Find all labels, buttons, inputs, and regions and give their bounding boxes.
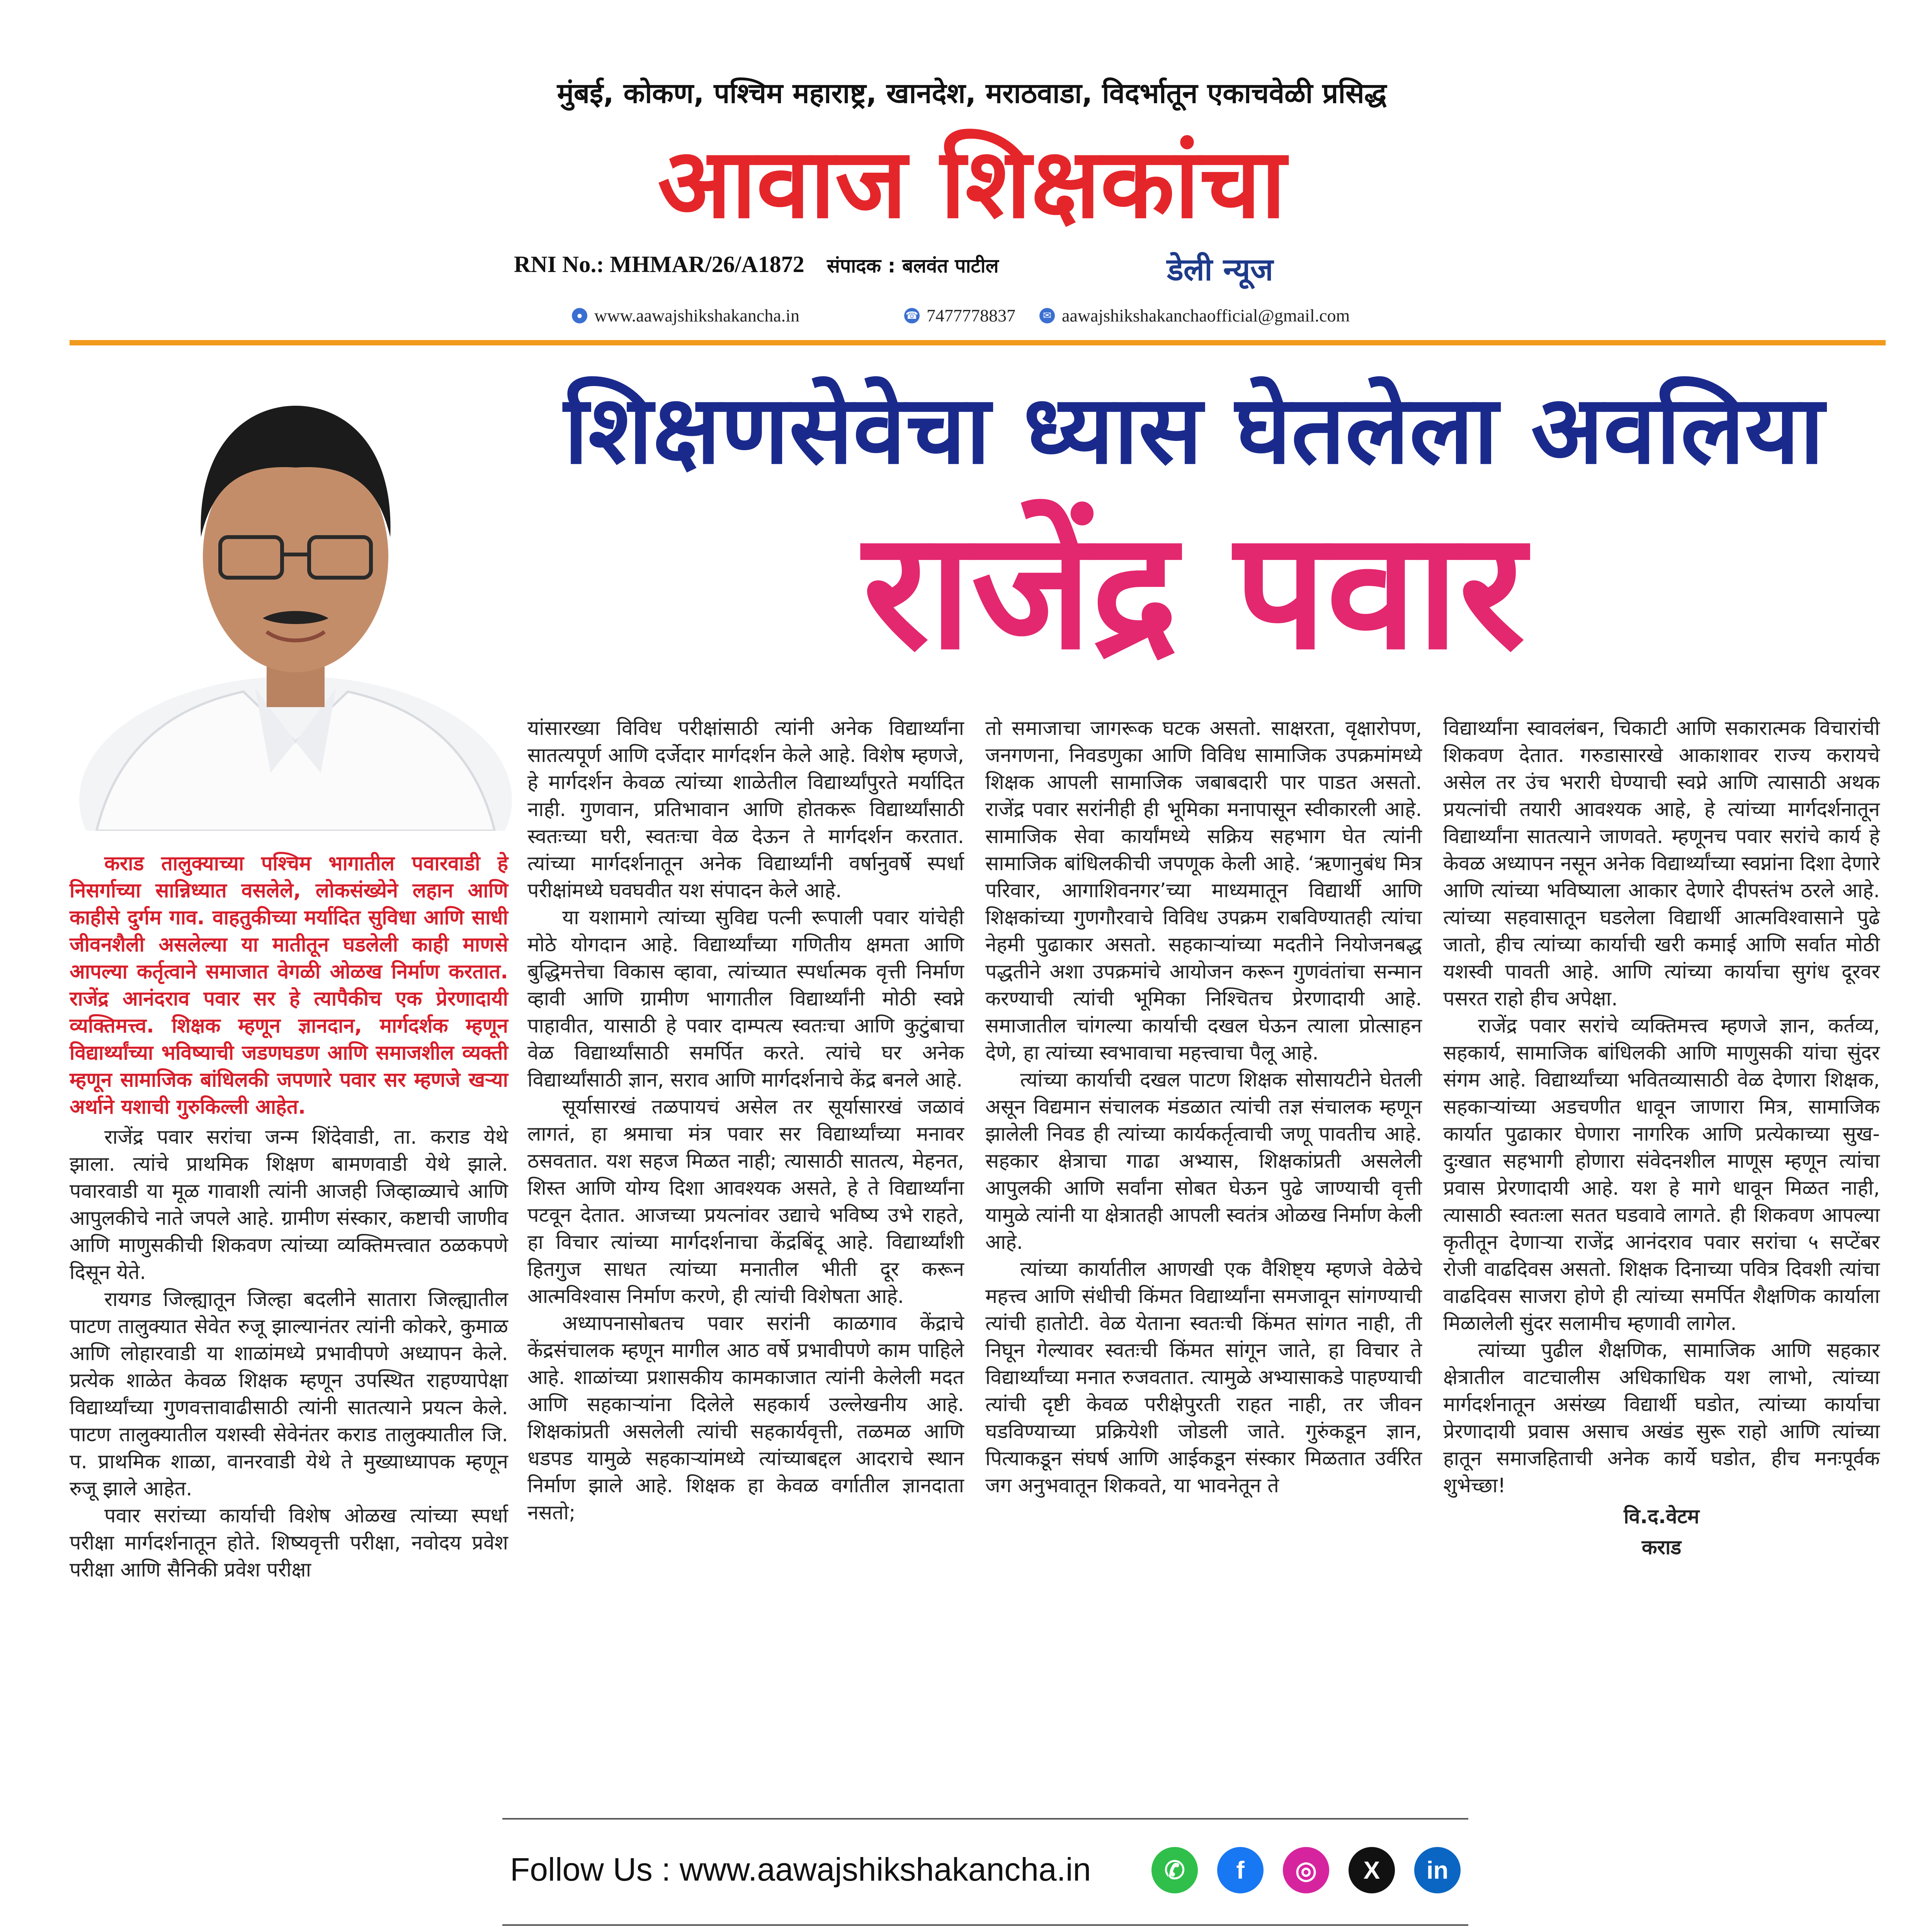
paragraph: पवार सरांच्या कार्याची विशेष ओळख त्यांच्या स्पर्धा परीक्षा मार्गदर्शनातून होते. शिष्यवृत्ती परीक्षा, नवोदय प्रवेश परीक्षा आणि सैनिकी प्रवेश परीक्षा (70, 1504, 508, 1582)
email-contact[interactable] (1039, 305, 1350, 326)
article-column-2 (527, 715, 964, 1526)
website-contact[interactable] (572, 305, 799, 326)
paragraph: त्यांच्या पुढील शैक्षणिक, सामाजिक आणि सहकार क्षेत्रातील वाटचालीस अधिकाधिक यश लाभो, त्यांच्या मार्गदर्शनातून असंख्य विद्यार्थी घडोत, त्यांच्या कार्याचा प्रेरणादायी प्रवास असाच अखंड सुरू राहो आणि त्यांच्या हातून समाजहिताची अनेक कार्ये घडोत, हीच मनःपूर्वक शुभेच्छा! (1443, 1339, 1880, 1497)
lead-paragraph: कराड तालुक्याच्या पश्चिम भागातील पवारवाडी हे निसर्गाच्या सान्निध्यात वसलेले, लोकसंख्येने लहान आणि काहीसे दुर्गम गाव. वाहतुकीच्या मर्यादित सुविधा आणि साधी जीवनशैली असलेल्या या मातीतून घडलेली काही माणसे आपल्या कर्तृत्वाने समाजात वेगळी ओळख निर्माण करतात. राजेंद्र आनंदराव पवार सर हे त्यापैकीच एक प्रेरणादायी व्यक्तिमत्त्व. शिक्षक म्हणून ज्ञानदान, मार्गदर्शक म्हणून विद्यार्थ्यांच्या भविष्याची जडणघडण आणि समाजशील व्यक्ती म्हणून सामाजिक बांधिलकी जपणारे पवार सर म्हणजे खऱ्या अर्थाने यशाची गुरुकिल्ली आहेत. (70, 852, 508, 1119)
paragraph: अध्यापनासोबतच पवार सरांनी काळगाव केंद्राचे केंद्रसंचालक म्हणून मागील आठ वर्षे प्रभावीपणे काम पाहिले आहे. शाळांच्या प्रशासकीय कामकाजात त्यांनी केलेली मदत आणि सहकाऱ्यांना दिलेले सहकार्य उल्लेखनीय आहे. शिक्षकांप्रती असलेली त्यांची सहकार्यवृत्ती, तळमळ आणि धडपड यामुळे सहकाऱ्यांमध्ये त्यांच्याबद्दल आदराचे स्थान निर्माण झाले आहे. शिक्षक हा केवळ वर्गातील ज्ञानदाता नसतो; (527, 1312, 964, 1524)
follow-us-link[interactable]: Follow Us : www.aawajshikshakancha.in (510, 1851, 1091, 1888)
header-divider (70, 340, 1886, 345)
paragraph: राजेंद्र पवार सरांचे व्यक्तिमत्त्व म्हणजे ज्ञान, कर्तव्य, सहकार्य, सामाजिक बांधिलकी आणि माणुसकी यांचा सुंदर संगम आहे. विद्यार्थ्यांच्या भवितव्यासाठी वेळ देणारा शिक्षक, सहकाऱ्यांच्या अडचणीत धावून जाणारा मित्र, सामाजिक कार्यात पुढाकार घेणारा नागरिक आणि प्रत्येकाच्या सुख-दुःखात सहभागी होणारा संवेदनशील माणूस म्हणून त्यांचा प्रवास प्रेरणादायी आहे. यश हे मागे धावून मिळत नाही, त्यासाठी स्वतःला सतत घडवावे लागते. ही शिकवण आपल्या कृतीतून देणाऱ्या राजेंद्र आनंदराव पवार सरांचा ५ सप्टेंबर रोजी वाढदिवस असतो. शिक्षक दिनाच्या पवित्र दिवशी त्यांचा वाढदिवस साजरा होणे ही त्यांच्या समर्पित शैक्षणिक कार्याला मिळालेली सुंदर सलामीच म्हणावी लागेल. (1443, 1014, 1880, 1335)
linkedin-icon[interactable]: in (1414, 1847, 1461, 1893)
paragraph: विद्यार्थ्यांना स्वावलंबन, चिकाटी आणि सकारात्मक विचारांची शिकवण देतात. गरुडासारखे आकाशावर राज्य करायचे असेल तर उंच भरारी घेण्याची स्वप्ने आणि त्यासाठी अथक प्रयत्नांची तयारी आवश्यक आहे, हे त्यांच्या मार्गदर्शनातून विद्यार्थ्यांना सातत्याने जाणवते. म्हणूनच पवार सरांचे कार्य हे केवळ अध्यापन नसून अनेक विद्यार्थ्यांच्या स्वप्नांना दिशा देणारे आणि त्यांच्या भविष्याला आकार देणारे दीपस्तंभ ठरले आहे. त्यांच्या सहवासातून घडलेला विद्यार्थी आत्मविश्वासाने पुढे जातो, हीच त्यांच्या कार्याची खरी कमाई आणि सर्वात मोठी यशस्वी पावती आहे. आणि त्यांच्या कार्याचा सुगंध दूरवर पसरत राहो हीच अपेक्षा. (1443, 717, 1880, 1010)
email-icon: ✉ (1039, 308, 1055, 323)
footer-divider-top (502, 1818, 1468, 1820)
daily-news-label: डेली न्यूज (1167, 252, 1273, 287)
article-column-3 (985, 715, 1422, 1499)
article-column-1 (70, 850, 508, 1583)
signature-place: कराड (1641, 1536, 1682, 1559)
facebook-icon[interactable]: f (1217, 1847, 1264, 1893)
whatsapp-icon[interactable]: ✆ (1151, 1847, 1198, 1893)
footer-divider-bottom (502, 1924, 1468, 1926)
tagline: मुंबई, कोकण, पश्चिम महाराष्ट्र, खानदेश, मराठवाडा, विदर्भातून एकाचवेळी प्रसिद्ध (557, 77, 1387, 109)
portrait-photo (73, 355, 518, 831)
paragraph: त्यांच्या कार्यातील आणखी एक वैशिष्ट्य म्हणजे वेळेचे महत्त्व आणि संधीची किंमत विद्यार्थ्यांना समजावून सांगण्याची त्यांची हातोटी. वेळ येताना स्वतःची किंमत सांगत नाही, ती निघून गेल्यावर स्वतःची किंमत सांगून जाते, हा विचार ते विद्यार्थ्यांच्या मनात रुजवतात. त्यामुळे अभ्यासाकडे पाहण्याची त्यांची दृष्टी केवळ परीक्षेपुरती राहत नाही, तर जीवन घडविण्याच्या प्रक्रियेशी जोडली जाते. गुरुंकडून ज्ञान, पित्याकडून संघर्ष आणि आईकडून संस्कार मिळतात उर्वरित जग अनुभवातून शिकवते, या भावनेतून ते (985, 1258, 1422, 1497)
phone-text: 7477778837 (927, 306, 1015, 325)
paragraph: रायगड जिल्ह्यातून जिल्हा बदलीने सातारा जिल्ह्यातील पाटण तालुक्यात सेवेत रुजू झाल्यानंतर त्यांनी कोकरे, कुमाळ आणि लोहारवाडी या शाळांमध्ये प्रभावीपणे अध्यापन केले. प्रत्येक शाळेत केवळ शिक्षक म्हणून उपस्थित राहण्यापेक्षा विद्यार्थ्यांच्या गुणवत्तावाढीसाठी त्यांनी सातत्याने प्रयत्न केले. पाटण तालुक्यातील यशस्वी सेवेनंतर कराड तालुक्यातील जि. प. प्राथमिक शाळा, वानरवाडी येथे ते मुख्याध्यापक म्हणून रुजू झाले आहेत. (70, 1288, 508, 1500)
paragraph: राजेंद्र पवार सरांचा जन्म शिंदेवाडी, ता. कराड येथे झाला. त्यांचे प्राथमिक शिक्षण बामणवाडी येथे झाले. पवारवाडी या मूळ गावाशी त्यांनी आजही जिव्हाळ्याचे आणि आपुलकीचे नाते जपले आहे. ग्रामीण संस्कार, कष्टाची जाणीव आणि माणुसकीची शिकवण त्यांच्या व्यक्तिमत्त्वात ठळकपणे दिसून येते. (70, 1126, 508, 1284)
paragraph: त्यांच्या कार्याची दखल पाटण शिक्षक सोसायटीने घेतली असून विद्यमान संचालक मंडळात त्यांची तज्ञ संचालक म्हणून झालेली निवड ही त्यांच्या कार्यकर्तृत्वाची जणू पावतीच आहे. सहकार क्षेत्राचा गाढा अभ्यास, शिक्षकांप्रती असलेली आपुलकी आणि सर्वांना सोबत घेऊन पुढे जाण्याची वृत्ती यामुळे त्यांनी या क्षेत्रातही आपली स्वतंत्र ओळख निर्माण केली आहे. (985, 1068, 1422, 1254)
paragraph: या यशामागे त्यांच्या सुविद्य पत्नी रूपाली पवार यांचेही मोठे योगदान आहे. विद्यार्थ्यांच्या गणितीय क्षमता आणि बुद्धिमत्तेचा विकास व्हावा, त्यांच्यात स्पर्धात्मक वृत्ती निर्माण व्हावी आणि ग्रामीण भागातील विद्यार्थ्यांनी मोठी स्वप्ने पाहावीत, यासाठी हे पवार दाम्पत्य स्वतःचा आणि कुटुंबाचा वेळ विद्यार्थ्यांसाठी समर्पित करते. त्यांचे घर अनेक विद्यार्थ्यांसाठी ज्ञान, सराव आणि मार्गदर्शनाचे केंद्र बनले आहे. (527, 906, 964, 1092)
email-text: aawajshikshakanchaofficial@gmail.com (1062, 306, 1350, 325)
x-icon[interactable]: X (1349, 1847, 1395, 1893)
rni-number: RNI No.: MHMAR/26/A1872 (514, 252, 804, 277)
subject-name: राजेंद्र पवार (862, 497, 1526, 685)
article-column-4 (1443, 715, 1880, 1561)
phone-icon: ☎ (904, 308, 920, 323)
phone-contact[interactable] (904, 305, 1015, 326)
signature-name: वि.द.वेटम (1624, 1505, 1699, 1528)
paragraph: सूर्यासारखं तळपायचं असेल तर सूर्यासारखं जळावं लागतं, हा श्रमाचा मंत्र पवार सर विद्यार्थ्यांच्या मनावर ठसवतात. यश सहज मिळत नाही; त्यासाठी सातत्य, मेहनत, शिस्त आणि योग्य दिशा आवश्यक असते, हे ते विद्यार्थ्यांना पटवून देतात. आजच्या प्रयत्नांवर उद्याचे भविष्य उभे राहते, हा विचार त्यांच्या मार्गदर्शनाचा केंद्रबिंदू आहे. विद्यार्थ्यांशी हितगुज साधत त्यांच्या मनातील भीती दूर करून आत्मविश्वास निर्माण करणे, ही त्यांची विशेषता आहे. (527, 1095, 964, 1308)
website-text: www.aawajshikshakancha.in (594, 306, 799, 325)
masthead-title: आवाज शिक्षकांचा (657, 127, 1286, 240)
paragraph: यांसारख्या विविध परीक्षांसाठी त्यांनी अनेक विद्यार्थ्यांना सातत्यपूर्ण आणि दर्जेदार मार्गदर्शन केले आहे. विशेष म्हणजे, हे मार्गदर्शन केवळ त्यांच्या शाळेतील विद्यार्थ्यांपुरते मर्यादित नाही. गुणवान, प्रतिभावान आणि होतकरू विद्यार्थ्यांसाठी स्वतःच्या घरी, स्वतःचा वेळ देऊन ते मार्गदर्शन करतात. त्यांच्या मार्गदर्शनातून अनेक विद्यार्थ्यांनी वर्षानुवर्षे स्पर्धा परीक्षांमध्ये घवघवीत यश संपादन केले आहे. (527, 717, 964, 902)
editor-credit: संपादक : बलवंत पाटील (827, 255, 999, 277)
instagram-icon[interactable]: ◎ (1283, 1847, 1329, 1893)
globe-icon: ● (572, 308, 587, 323)
article-headline: शिक्षणसेवेचा ध्यास घेतलेला अवलिया (564, 375, 1824, 485)
paragraph: तो समाजाचा जागरूक घटक असतो. साक्षरता, वृक्षारोपण, जनगणना, निवडणुका आणि विविध सामाजिक उपक्रमांमध्ये शिक्षक आपली सामाजिक जबाबदारी पार पाडत असतो. राजेंद्र पवार सरांनीही ही भूमिका मनापासून स्वीकारली आहे. सामाजिक सेवा कार्यांमध्ये सक्रिय सहभाग घेत त्यांनी सामाजिक बांधिलकीची जपणूक केली आहे. ‘ऋणानुबंध मित्र परिवार, आगाशिवनगर’च्या माध्यमातून विद्यार्थी आणि शिक्षकांच्या गुणगौरवाचे विविध उपक्रम राबविण्यातही त्यांचा नेहमी पुढाकार असतो. सहकाऱ्यांच्या मदतीने नियोजनबद्ध पद्धतीने अशा उपक्रमांचे आयोजन करून गुणवंतांचा सन्मान करण्याची त्यांची भूमिका निश्चितच प्रेरणादायी आहे. समाजातील चांगल्या कार्याची दखल घेऊन त्याला प्रोत्साहन देणे, हा त्यांच्या स्वभावाचा महत्त्वाचा पैलू आहे. (985, 717, 1422, 1065)
